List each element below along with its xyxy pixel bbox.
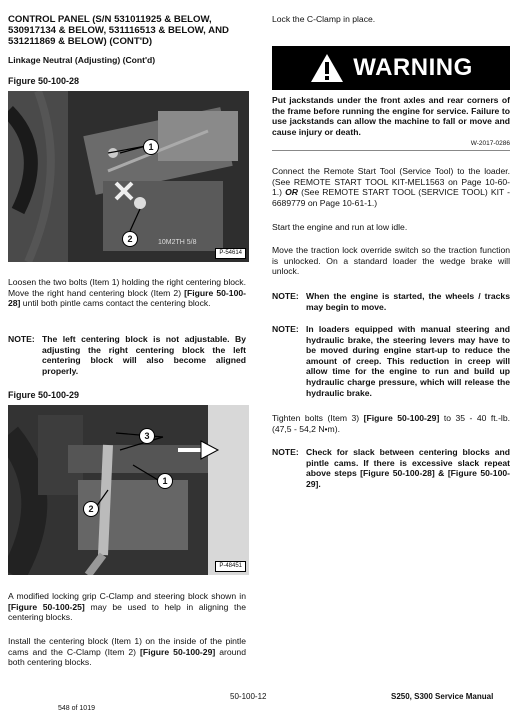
- callout-3: 3: [139, 428, 155, 444]
- note-label: NOTE:: [8, 334, 35, 344]
- paragraph-loosen-bolts: Loosen the two bolts (Item 1) holding the right centering block. Move the right hand centering block (Item 2) [Figure 50-100-28] until both pintle cams contact the centering block.: [8, 277, 246, 309]
- figure-code: P-48451: [215, 561, 246, 572]
- section-heading: CONTROL PANEL (S/N 531011925 & BELOW, 530917134 & BELOW, 531116513 & BELOW, AND 531211869 & BELOW) (CONT'D): [8, 14, 229, 47]
- warning-code: W-2017-0286: [470, 140, 510, 147]
- figure-photo-29: [8, 405, 249, 575]
- warning-label: WARNING: [353, 54, 473, 81]
- manual-title: S250, S300 Service Manual: [391, 692, 494, 701]
- callout-1: 1: [143, 139, 159, 155]
- figure-ref: [Figure 50-100-25]: [8, 601, 85, 612]
- figure-ref: [Figure 50-100-29]: [363, 413, 440, 423]
- callout-2: 2: [122, 231, 138, 247]
- paragraph-remote-start: Connect the Remote Start Tool (Service Tool) to the loader. (See REMOTE START TOOL KIT-MEL1563 on Page 10-60-1.) OR (See REMOTE START TOOL (SERVICE TOOL) KIT - 6689779 on Page 10-61-1.): [272, 166, 510, 208]
- paragraph-start-engine: Start the engine and run at low idle.: [272, 222, 408, 232]
- figure-ref: [Figure 50-100-28]: [8, 287, 246, 309]
- subheading: Linkage Neutral (Adjusting) (Cont'd): [8, 55, 156, 65]
- callout-2: 2: [83, 501, 99, 517]
- warning-triangle-icon: [309, 52, 345, 84]
- paragraph-lock-clamp: Lock the C-Clamp in place.: [272, 14, 376, 24]
- paragraph-modified-clamp: A modified locking grip C-Clamp and steering block shown in [Figure 50-100-25] may be used to help in aligning the centering blocks.: [8, 591, 246, 623]
- photo-label: 10M2TH 5/8: [158, 239, 197, 246]
- page-counter: 548 of 1019: [58, 705, 95, 712]
- note-label: NOTE:: [272, 324, 299, 334]
- figure-code: P-54614: [215, 248, 246, 259]
- note-label: NOTE:: [272, 291, 299, 301]
- warning-banner: [272, 46, 510, 90]
- paragraph-traction-lock: Move the traction lock override switch so the traction function is unlocked. On a standard loader the wedge brake will unlock.: [272, 245, 510, 277]
- figure-title-29: Figure 50-100-29: [8, 390, 80, 400]
- figure-ref: [Figure 50-100-29]: [140, 646, 216, 657]
- warning-text: Put jackstands under the front axles and rear corners of the frame before running the engine for service. Failure to use jackstands can allow the machine to fall or move and cause injury or death.: [272, 95, 510, 137]
- note-text: When the engine is started, the wheels / tracks may begin to move.: [306, 291, 510, 312]
- note-label: NOTE:: [272, 447, 299, 457]
- or-text: OR: [285, 187, 298, 198]
- section-number: 50-100-12: [230, 692, 267, 701]
- paragraph-tighten-bolts: Tighten bolts (Item 3) [Figure 50-100-29] to 35 - 40 ft.-lb. (47,5 - 54,2 N•m).: [272, 413, 511, 434]
- figure-title-28: Figure 50-100-28: [8, 76, 80, 86]
- note-check-slack: [272, 447, 510, 489]
- note-left-centering: [8, 334, 246, 376]
- warning-divider: [272, 150, 510, 151]
- callout-1: 1: [157, 473, 173, 489]
- clamp-installation-illustration: [8, 405, 249, 575]
- note-text: Check for slack between centering blocks and pintle cams. If there is excessive slack repeat above steps [Figure 50-100-28] & [Figure 50-100-29].: [306, 447, 510, 489]
- paragraph-install-block: Install the centering block (Item 1) on the inside of the pintle cams and the C-Clamp (Item 2) [Figure 50-100-29] around both centering blocks.: [8, 636, 246, 668]
- figure-photo-28: [8, 91, 249, 262]
- note-text: The left centering block is not adjustable. By adjusting the right centering block the left centering block will also become aligned properly.: [42, 334, 246, 376]
- note-text: In loaders equipped with manual steering and hydraulic brake, the steering levers may have to be moved during engine start-up to reduce the amount of creep. This reduction in creep will allow time for the engine to run and build up hydraulic charge pressure, which will release the hydraulic brake.: [306, 324, 510, 398]
- note-wheels-move: [272, 291, 510, 312]
- note-manual-steering: [272, 324, 510, 398]
